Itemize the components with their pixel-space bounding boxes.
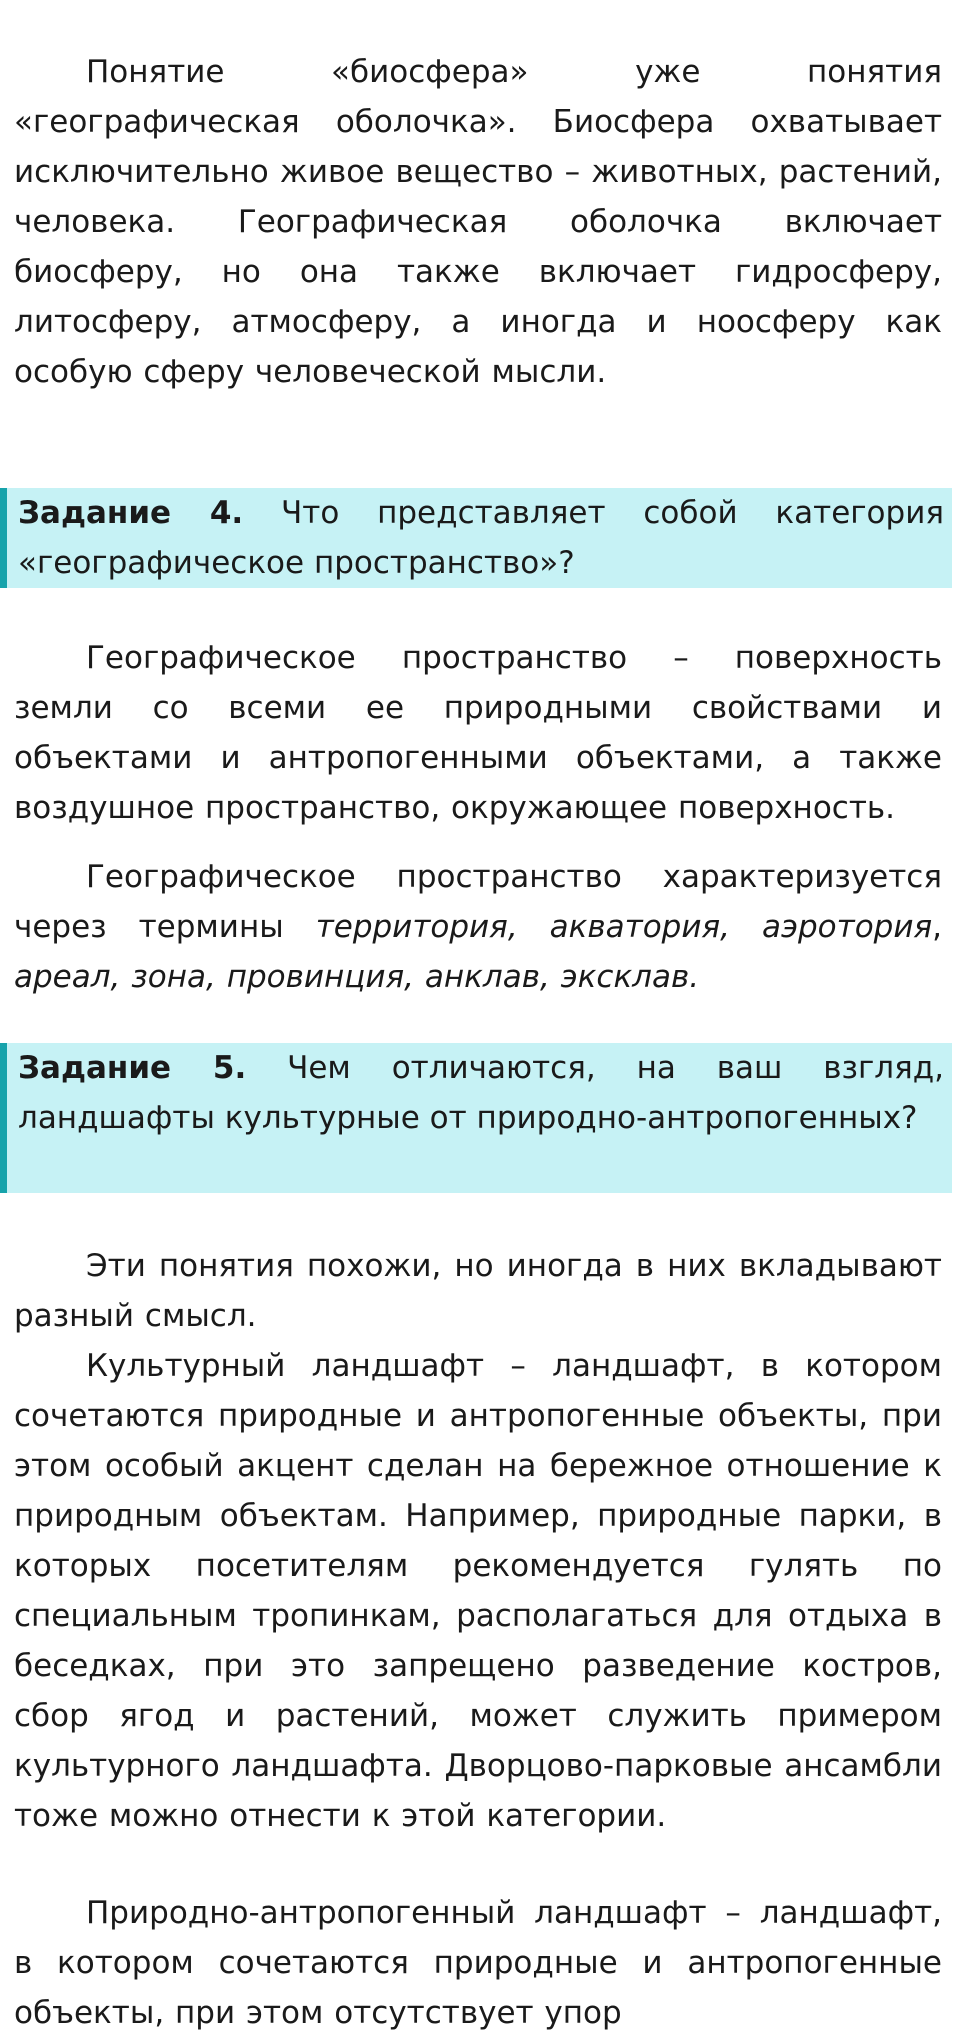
task-4-question: Что представляет собой категория «географическое пространство»? [18, 495, 944, 581]
task-5-label: Задание 5. [18, 1050, 247, 1086]
paragraph-geo-space-definition: Географическое пространство – поверхность земли со всеми ее природными свойствами и объектами и антропогенными объектами, а также воздушное пространство, окружающее поверхность. [14, 640, 942, 826]
task-4-label: Задание 4. [18, 495, 244, 531]
task-5-text [18, 1043, 944, 1143]
task-4-box [0, 488, 952, 588]
paragraph-concepts-similar: Эти понятия похожи, но иногда в них вкладывают разный смысл. [14, 1248, 942, 1334]
terms-intro: Географическое пространство характеризуется через термины [14, 859, 942, 945]
task-5-box [0, 1043, 952, 1193]
terms-italic-1: территория, акватория, аэротория [315, 909, 933, 945]
terms-separator: , [932, 909, 942, 945]
paragraph-natural-anthropogenic-landscape: Природно-антропогенный ландшафт – ландшафт, в котором сочетаются природные и антропогенные объекты, при этом отсутствует упор [14, 1895, 942, 2031]
paragraph-biosphere: Понятие «биосфера» уже понятия «географическая оболочка». Биосфера охватывает исключительно живое вещество – животных, растений, человека. Географическая оболочка включает биосферу, но она также включает гидросферу, литосферу, атмосферу, а иногда и ноосферу как особую сферу человеческой мысли. [14, 54, 942, 390]
paragraph-cultural-landscape: Культурный ландшафт – ландшафт, в котором сочетаются природные и антропогенные объекты, при этом особый акцент сделан на бережное отношение к природным объектам. Например, природные парки, в которых посетителям рекомендуется гулять по специальным тропинкам, располагаться для отдыха в беседках, при это запрещено разведение костров, сбор ягод и растений, может служить примером культурного ландшафта. Дворцово-парковые ансамбли тоже можно отнести к этой категории. [14, 1348, 942, 1834]
task-4-text [18, 488, 944, 588]
task-5-question: Чем отличаются, на ваш взгляд, ландшафты культурные от природно-антропогенных? [18, 1050, 945, 1136]
terms-italic-2: ареал, зона, провинция, анклав, эксклав. [14, 959, 700, 995]
paragraph-geo-space-terms [14, 852, 942, 1002]
